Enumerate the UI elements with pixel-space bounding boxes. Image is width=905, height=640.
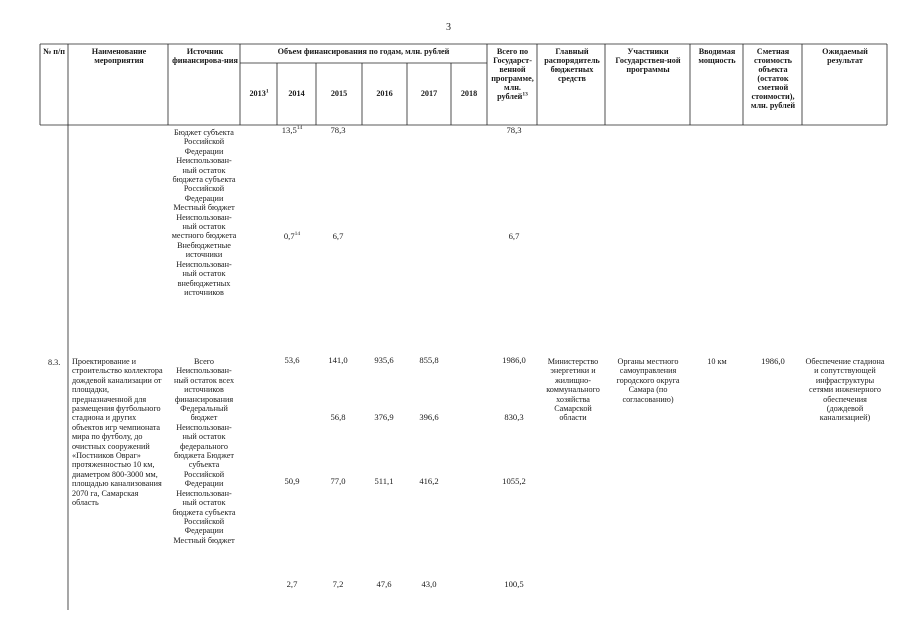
estimate-value: 1986,0 [761,356,785,366]
all-2017: 855,8 [419,355,439,365]
block1-regional-2014-value: 13,5 [281,125,297,135]
header-year-2017: 2017 [420,89,438,98]
header-total-footnote: 13 [522,91,528,98]
block1-regional-2014-footnote: 14 [296,125,303,132]
header-manager: Главный распорядитель бюджетных средств [544,47,600,83]
program-participants: Органы местного самоуправления городского округа Самара (по согласованию) [616,357,680,404]
all-2014: 53,6 [284,355,300,365]
header-year-2013 [242,89,276,98]
block1-local-2014-value: 0,7 [283,231,295,241]
header-name: Наименование мероприятия [91,47,147,65]
block2-source-list: Всего Неиспользован-ный остаток всех источников финансирования Федеральный бюджет Неиспользован-ный остаток федерального бюджета Бюджет субъекта Российской Федерации Неиспользован-ный остаток бюджета субъекта Российской Федерации Местный бюджет [172,357,236,545]
header-funding-group: Объем финансирования по годам, млн. рублей [277,47,450,56]
federal-total: 830,3 [504,412,524,422]
block1-regional-2014 [272,125,312,135]
all-2016: 935,6 [374,355,394,365]
year-2013-footnote: 1 [265,88,269,95]
local-2017: 43,0 [421,579,437,589]
federal-2016: 376,9 [374,412,394,422]
local-total: 100,5 [504,579,524,589]
block1-local-total: 6,7 [508,231,520,241]
local-2015: 7,2 [332,579,344,589]
header-capacity: Вводимая мощность [698,47,736,65]
block1-regional-total: 78,3 [506,125,522,135]
regional-total: 1055,2 [502,476,526,486]
all-2015: 141,0 [328,355,348,365]
block1-source-list: Бюджет субъекта Российской Федерации Неиспользован-ный остаток бюджета субъекта Российской Федерации Местный бюджет Неиспользован-ный остаток местного бюджета Внебюджетные источники Неиспользован-ный остаток внебюджетных источников [171,128,237,297]
block1-local-2014-footnote: 14 [294,231,301,238]
header-year-2018: 2018 [460,89,478,98]
regional-2016: 511,1 [374,476,394,486]
block1-local-2015: 6,7 [332,231,344,241]
local-2014: 2,7 [286,579,298,589]
capacity-value: 10 км [707,357,727,366]
regional-2015: 77,0 [330,476,346,486]
page-number: 3 [446,22,451,33]
year-2013-label: 2013 [249,89,266,98]
row-number: 8.3. [48,358,61,367]
header-estimate: Сметная стоимость объекта (остаток сметной стоимости), млн. рублей [750,47,796,110]
regional-2017: 416,2 [419,476,439,486]
header-source: Источник финансирова-ния [172,47,238,65]
local-2016: 47,6 [376,579,392,589]
federal-2017: 396,6 [419,412,439,422]
header-result: Ожидаемый результат [822,47,868,65]
header-year-2014: 2014 [288,89,305,98]
header-total-label: Всего по Государст-венной программе, млн. рублей [491,47,534,101]
block1-regional-2015: 78,3 [330,125,346,135]
expected-result: Обеспечение стадиона и сопутствующей инфраструктуры сетями инженерного обеспечения (дождевой канализацией) [805,357,885,423]
all-total: 1986,0 [502,355,526,365]
header-total [489,47,536,101]
regional-2014: 50,9 [284,476,300,486]
block1-local-2014 [272,231,312,241]
federal-2015: 56,8 [330,412,346,422]
header-num: № п/п [43,47,65,56]
header-participants: Участники Государствен-ной программы [615,47,681,74]
header-year-2016: 2016 [376,89,393,98]
budget-manager: Министерство энергетики и жилищно-коммунального хозяйства Самарской области [546,357,600,423]
header-year-2015: 2015 [330,89,348,98]
activity-name: Проектирование и строительство коллектора дождевой канализации от площадки, предназначенной для размещения футбольного стадиона и других объектов игр чемпионата мира по футболу, до очистных сооружений «Постников Овраг» протяженностью 10 км, диаметром 800-3000 мм, площадью канализования 2070 га, Самарская область [72,357,163,508]
